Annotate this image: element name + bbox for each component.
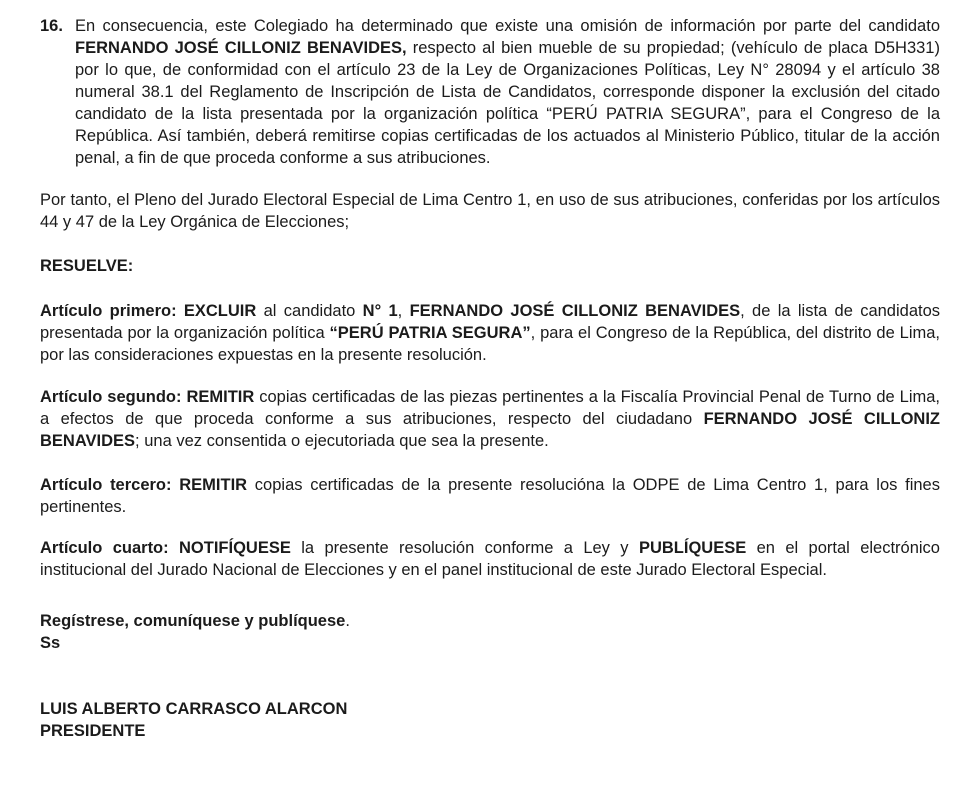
text-run: ; una vez consentida o ejecutoriada que sea la presente. xyxy=(135,432,549,450)
item-number: 16. xyxy=(40,17,63,35)
text-run: “PERÚ PATRIA SEGURA” xyxy=(329,324,531,342)
closing-block xyxy=(40,610,940,654)
text-run: , para el Congreso de la República, del distrito de Lima, por las consideraciones expuestas en la presente resolución. xyxy=(40,324,940,364)
paragraph-articulo-tercero xyxy=(40,474,940,518)
text-run: FERNANDO JOSÉ CILLONIZ BENAVIDES, xyxy=(75,39,407,57)
text-run: Artículo primero: EXCLUIR xyxy=(40,302,257,320)
text-run: Artículo cuarto: NOTIFÍQUESE xyxy=(40,539,291,557)
paragraph-articulo-primero xyxy=(40,300,940,366)
text-run: PUBLÍQUESE xyxy=(638,539,747,557)
text-run: al candidato xyxy=(256,302,363,320)
text-run: Por tanto, el Pleno del Jurado Electoral Especial de Lima Centro 1, en uso de sus atribuciones, conferidas por los artículos 44 y 47 de la Ley Orgánica de Elecciones; xyxy=(40,191,940,231)
text-run: en el portal electrónico institucional del Jurado Nacional de Elecciones y en el panel institucional de este Jurado Electoral Especial. xyxy=(40,539,940,579)
resuelve-heading: RESUELVE: xyxy=(40,257,134,275)
text-run: Artículo tercero: REMITIR xyxy=(40,476,248,494)
paragraph-por-tanto xyxy=(40,189,940,233)
text-run: . xyxy=(345,612,350,630)
text-run: En consecuencia, este Colegiado ha determinado que existe una omisión de información por parte del candidato xyxy=(75,17,940,35)
signature-block xyxy=(40,698,940,742)
signatory-title: PRESIDENTE xyxy=(40,722,146,740)
item-16-text xyxy=(75,15,940,169)
document-page xyxy=(40,15,940,742)
text-run: copias certificadas de la presente resolucióna la ODPE de Lima Centro 1, para los fines pertinentes. xyxy=(40,476,940,516)
paragraph-articulo-segundo xyxy=(40,386,940,452)
ss-line: Ss xyxy=(40,634,61,652)
text-run: la presente resolución conforme a Ley y xyxy=(290,539,639,557)
text-run: , de la lista de candidatos presentada por la organización política xyxy=(40,302,941,342)
text-run: , xyxy=(397,302,410,320)
text-run: FERNANDO JOSÉ CILLONIZ BENAVIDES xyxy=(409,302,741,320)
text-run: N° 1 xyxy=(362,302,398,320)
text-run: FERNANDO JOSÉ CILLONIZ BENAVIDES xyxy=(40,410,940,450)
closing-line xyxy=(40,610,940,632)
text-run: Artículo segundo: REMITIR xyxy=(40,388,255,406)
text-run: Regístrese, comuníquese y publíquese xyxy=(40,612,346,630)
numbered-item-16 xyxy=(40,15,940,169)
paragraph-articulo-cuarto xyxy=(40,537,940,581)
text-run: respecto al bien mueble de su propiedad; (vehículo de placa D5H331) por lo que, de conformidad con el artículo 23 de la Ley de Organizaciones Políticas, Ley N° 28094 y el artículo 38 numeral 38.1 del Reglamento de Inscripción de Lista de Candidatos, corresponde disponer la exclusión del citado candidato de la lista presentada por la organización política “PERÚ PATRIA SEGURA”, para el Congreso de la República. Así también, deberá remitirse copias certificadas de los actuados al Ministerio Público, titular de la acción penal, a fin de que proceda conforme a sus atribuciones. xyxy=(75,39,940,167)
text-run: copias certificadas de las piezas pertinentes a la Fiscalía Provincial Penal de Turno de Lima, a efectos de que proceda conforme a sus atribuciones, respecto del ciudadano xyxy=(40,388,941,428)
signatory-name: LUIS ALBERTO CARRASCO ALARCON xyxy=(40,700,348,718)
